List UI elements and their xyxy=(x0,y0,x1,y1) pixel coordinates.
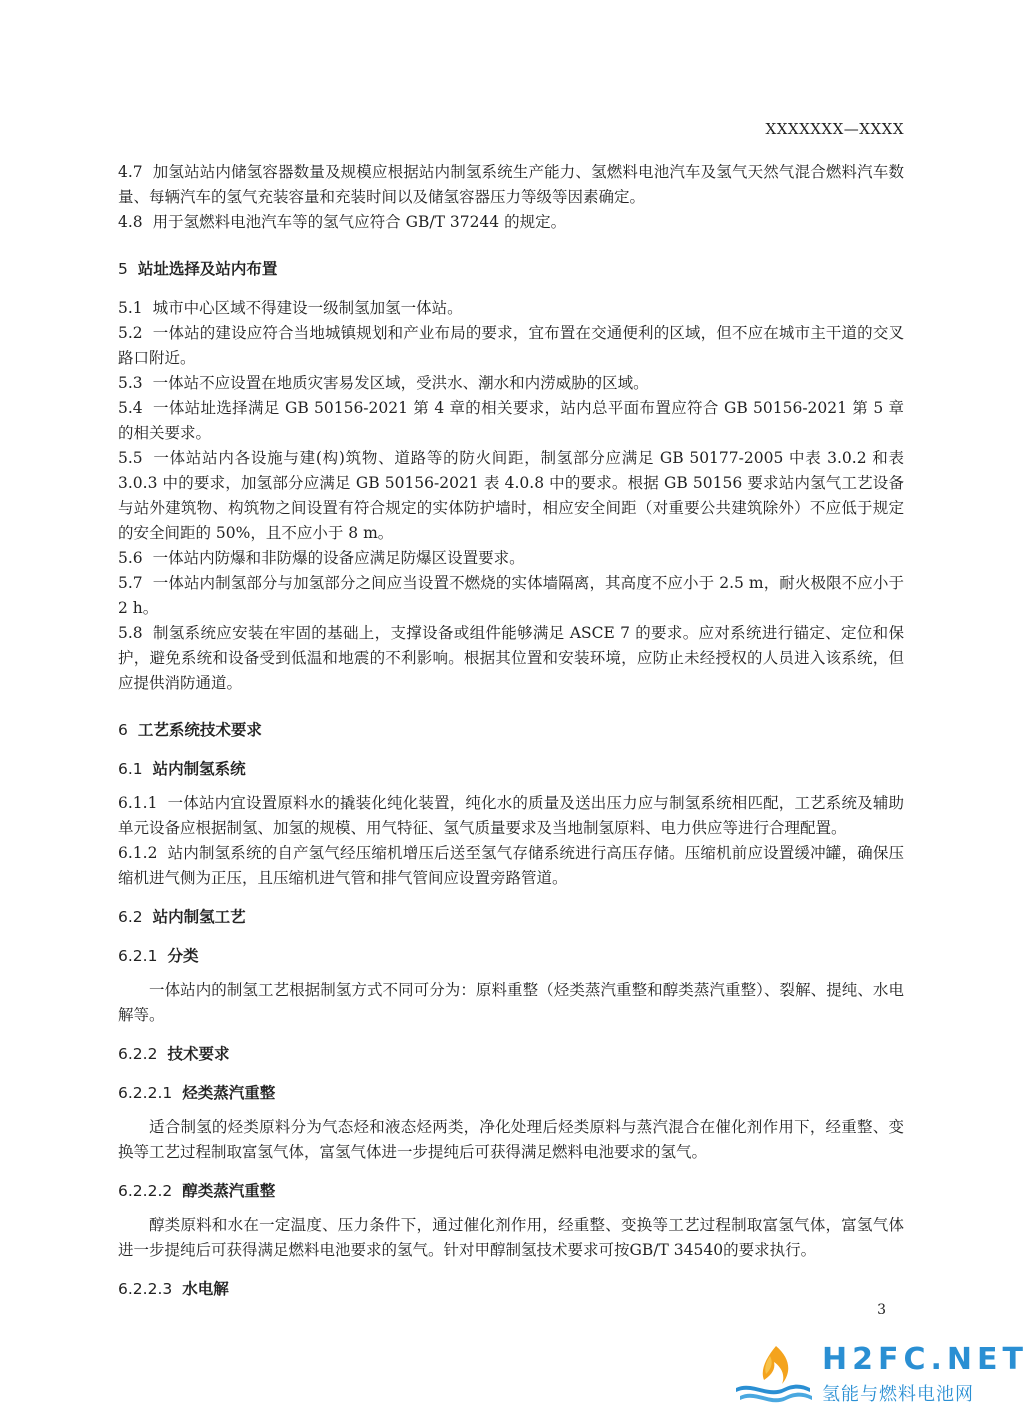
section-heading-5 xyxy=(118,257,904,282)
paragraph-text: 适合制氢的烃类原料分为气态烃和液态烃两类，净化处理后烃类原料与蒸汽混合在催化剂作用下，经重整、变换等工艺过程制取富氢气体，富氢气体进一步提纯后可获得满足燃料电池要求的氢气。 xyxy=(118,1118,904,1161)
clause-5-4 xyxy=(118,396,904,446)
clause-number: 5.6 xyxy=(118,549,143,567)
watermark-title: H2FC.NET xyxy=(822,1342,1028,1377)
clause-number: 5.1 xyxy=(118,299,143,317)
section-number: 6.1 xyxy=(118,760,143,778)
clause-text: 一体站站内各设施与建(构)筑物、道路等的防火间距，制氢部分应满足 GB 50177-2005 中表 3.0.2 和表 3.0.3 中的要求，加氢部分应满足 GB 50156-2021 表 4.0.8 中的要求。根据 GB 50156 要求站内氢气工艺设备与站外建筑物、构筑物之间设置有符合规定的实体防护墙时，相应安全间距（对重要公共建筑除外）不应低于规定的安全间距的 50%，且不应小于 8 m。 xyxy=(118,449,904,542)
subsection-heading-6-2-2-3 xyxy=(118,1277,904,1302)
page-number: 3 xyxy=(877,1302,886,1318)
subsection-heading-6-2-1 xyxy=(118,944,904,969)
document-code: XXXXXXX—XXXX xyxy=(765,120,904,138)
paragraph-text: 醇类原料和水在一定温度、压力条件下，通过催化剂作用，经重整、变换等工艺过程制取富氢气体，富氢气体进一步提纯后可获得满足燃料电池要求的氢气。针对甲醇制氢技术要求可按GB/T 34540的要求执行。 xyxy=(118,1216,904,1259)
paragraph-6-2-2-1-body xyxy=(118,1115,904,1165)
clause-text: 一体站不应设置在地质灾害易发区域，受洪水、潮水和内涝威胁的区域。 xyxy=(152,374,649,392)
section-number: 6 xyxy=(118,721,128,739)
flame-wave-icon xyxy=(730,1340,820,1410)
section-number: 6.2.2.2 xyxy=(118,1182,173,1200)
section-title: 分类 xyxy=(167,947,199,965)
subsection-heading-6-2-2-2 xyxy=(118,1179,904,1204)
section-title: 站址选择及站内布置 xyxy=(137,260,278,278)
clause-4-7 xyxy=(118,160,904,210)
clause-number: 5.8 xyxy=(118,624,143,642)
clause-text: 加氢站站内储氢容器数量及规模应根据站内制氢系统生产能力、氢燃料电池汽车及氢气天然气混合燃料汽车数量、每辆汽车的氢气充装容量和充装时间以及储氢容器压力等级等因素确定。 xyxy=(118,163,904,206)
clause-number: 4.7 xyxy=(118,163,143,181)
section-number: 6.2.2.1 xyxy=(118,1084,173,1102)
section-number: 6.2 xyxy=(118,908,143,926)
section-title: 烃类蒸汽重整 xyxy=(182,1084,276,1102)
section-title: 站内制氢系统 xyxy=(152,760,246,778)
clause-5-2 xyxy=(118,321,904,371)
clause-number: 5.4 xyxy=(118,399,143,417)
clause-text: 城市中心区域不得建设一级制氢加氢一体站。 xyxy=(152,299,463,317)
clause-5-6 xyxy=(118,546,904,571)
watermark-subtitle: 氢能与燃料电池网 xyxy=(822,1384,974,1405)
clause-5-1 xyxy=(118,296,904,321)
clause-number: 5.7 xyxy=(118,574,143,592)
paragraph-6-2-2-2-body xyxy=(118,1213,904,1263)
section-title: 醇类蒸汽重整 xyxy=(182,1182,276,1200)
clause-4-8 xyxy=(118,210,904,235)
section-title: 工艺系统技术要求 xyxy=(137,721,262,739)
clause-5-3 xyxy=(118,371,904,396)
clause-5-5 xyxy=(118,446,904,546)
clause-text: 一体站内防爆和非防爆的设备应满足防爆区设置要求。 xyxy=(152,549,525,567)
clause-text: 制氢系统应安装在牢固的基础上，支撑设备或组件能够满足 ASCE 7 的要求。应对系统进行锚定、定位和保护，避免系统和设备受到低温和地震的不利影响。根据其位置和安装环境，应防止未经授权的人员进入该系统，但应提供消防通道。 xyxy=(118,624,904,692)
clause-6-1-1 xyxy=(118,791,904,841)
clause-text: 一体站址选择满足 GB 50156-2021 第 4 章的相关要求，站内总平面布置应符合 GB 50156-2021 第 5 章的相关要求。 xyxy=(118,399,904,442)
document-body xyxy=(118,160,904,1302)
section-heading-6 xyxy=(118,718,904,743)
clause-number: 4.8 xyxy=(118,213,143,231)
clause-number: 6.1.2 xyxy=(118,844,158,862)
subsection-heading-6-2-2-1 xyxy=(118,1081,904,1106)
clause-text: 用于氢燃料电池汽车等的氢气应符合 GB/T 37244 的规定。 xyxy=(152,213,567,231)
clause-text: 一体站内制氢部分与加氢部分之间应当设置不燃烧的实体墙隔离，其高度不应小于 2.5 m，耐火极限不应小于 2 h。 xyxy=(118,574,904,617)
section-number: 5 xyxy=(118,260,128,278)
clause-number: 5.3 xyxy=(118,374,143,392)
clause-5-7 xyxy=(118,571,904,621)
clause-text: 站内制氢系统的自产氢气经压缩机增压后送至氢气存储系统进行高压存储。压缩机前应设置缓冲罐，确保压缩机进气侧为正压，且压缩机进气管和排气管间应设置旁路管道。 xyxy=(118,844,904,887)
clause-number: 6.1.1 xyxy=(118,794,158,812)
paragraph-text: 一体站内的制氢工艺根据制氢方式不同可分为：原料重整（烃类蒸汽重整和醇类蒸汽重整）、裂解、提纯、水电解等。 xyxy=(118,981,904,1024)
clause-number: 5.2 xyxy=(118,324,143,342)
clause-text: 一体站的建设应符合当地城镇规划和产业布局的要求，宜布置在交通便利的区域，但不应在城市主干道的交叉路口附近。 xyxy=(118,324,904,367)
clause-5-8 xyxy=(118,621,904,696)
section-number: 6.2.1 xyxy=(118,947,158,965)
clause-number: 5.5 xyxy=(118,449,143,467)
subsection-heading-6-1 xyxy=(118,757,904,782)
clause-text: 一体站内宜设置原料水的撬装化纯化装置，纯化水的质量及送出压力应与制氢系统相匹配，工艺系统及辅助单元设备应根据制氢、加氢的规模、用气特征、氢气质量要求及当地制氢原料、电力供应等进行合理配置。 xyxy=(118,794,904,837)
subsection-heading-6-2 xyxy=(118,905,904,930)
section-title: 技术要求 xyxy=(167,1045,230,1063)
section-number: 6.2.2 xyxy=(118,1045,158,1063)
section-number: 6.2.2.3 xyxy=(118,1280,173,1298)
paragraph-6-2-1-body xyxy=(118,978,904,1028)
clause-6-1-2 xyxy=(118,841,904,891)
subsection-heading-6-2-2 xyxy=(118,1042,904,1067)
section-title: 水电解 xyxy=(182,1280,229,1298)
section-title: 站内制氢工艺 xyxy=(152,908,246,926)
h2fc-watermark-logo xyxy=(730,1340,1028,1410)
